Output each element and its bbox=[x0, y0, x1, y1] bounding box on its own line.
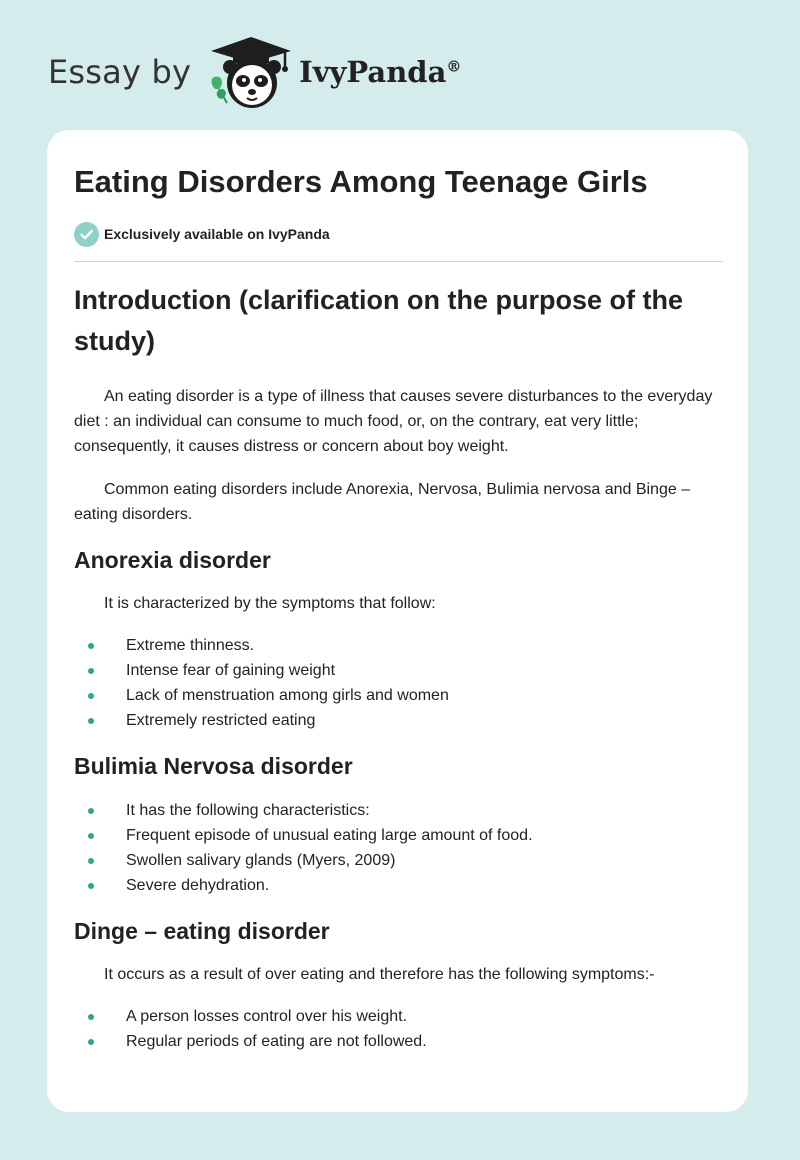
bullet-dot-icon bbox=[88, 668, 94, 674]
availability-badge-text: Exclusively available on IvyPanda bbox=[104, 226, 330, 242]
bullet-dot-icon bbox=[88, 808, 94, 814]
list-item bbox=[74, 708, 723, 733]
anorexia-symptom-list bbox=[74, 633, 723, 733]
list-item-text: Regular periods of eating are not followed. bbox=[126, 1033, 427, 1050]
bullet-dot-icon bbox=[88, 883, 94, 889]
registered-mark: ® bbox=[446, 57, 462, 76]
title-divider bbox=[74, 261, 723, 262]
binge-symptom-list bbox=[74, 1004, 723, 1054]
list-item bbox=[74, 658, 723, 683]
paragraph-binge-intro: It occurs as a result of over eating and therefore has the following symptoms:- bbox=[104, 966, 655, 983]
brand-prefix: Essay by bbox=[48, 53, 192, 91]
section-heading-bulimia: Bulimia Nervosa disorder bbox=[74, 753, 353, 779]
list-item-text: Lack of menstruation among girls and women bbox=[126, 687, 449, 704]
list-item-text: Intense fear of gaining weight bbox=[126, 662, 336, 679]
bullet-dot-icon bbox=[88, 693, 94, 699]
list-item-text: A person losses control over his weight. bbox=[126, 1008, 408, 1025]
bullet-dot-icon bbox=[88, 1039, 94, 1045]
list-item bbox=[74, 848, 723, 873]
bullet-dot-icon bbox=[88, 643, 94, 649]
section-heading-introduction: Introduction (clarification on the purpose of the study) bbox=[74, 285, 683, 356]
list-item-text: Extremely restricted eating bbox=[126, 712, 316, 729]
bullet-dot-icon bbox=[88, 858, 94, 864]
section-heading-binge: Dinge – eating disorder bbox=[74, 918, 330, 944]
bullet-dot-icon bbox=[88, 833, 94, 839]
list-item bbox=[74, 873, 723, 898]
list-item bbox=[74, 633, 723, 658]
check-circle-icon bbox=[74, 222, 99, 247]
list-item bbox=[74, 798, 723, 823]
bullet-dot-icon bbox=[88, 718, 94, 724]
brand-name: IvyPanda® bbox=[299, 55, 462, 89]
list-item-text: Extreme thinness. bbox=[126, 637, 255, 654]
list-item-text: Severe dehydration. bbox=[126, 877, 270, 894]
panda-graduate-logo-icon bbox=[205, 33, 297, 111]
bulimia-characteristics-list bbox=[74, 798, 723, 898]
list-item-text: Frequent episode of unusual eating large amount of food. bbox=[126, 827, 533, 844]
section-heading-anorexia: Anorexia disorder bbox=[74, 547, 271, 573]
paragraph-anorexia-intro: It is characterized by the symptoms that follow: bbox=[104, 595, 436, 612]
list-item bbox=[74, 1004, 723, 1029]
list-item bbox=[74, 683, 723, 708]
list-item-text: Swollen salivary glands (Myers, 2009) bbox=[126, 852, 396, 869]
bullet-dot-icon bbox=[88, 1014, 94, 1020]
paragraph-definition: An eating disorder is a type of illness that causes severe disturbances to the everyday diet : an individual can consume to much food, or, on the contrary, eat very little; consequently, it causes distress or concern about boy weight. bbox=[74, 388, 713, 455]
essay-body bbox=[74, 280, 723, 1054]
list-item bbox=[74, 1029, 723, 1054]
essay-title: Eating Disorders Among Teenage Girls bbox=[74, 164, 648, 199]
list-item-text: It has the following characteristics: bbox=[126, 802, 370, 819]
availability-badge bbox=[74, 221, 330, 247]
essay-card bbox=[47, 130, 748, 1112]
list-item bbox=[74, 823, 723, 848]
paragraph-common-disorders: Common eating disorders include Anorexia, Nervosa, Bulimia nervosa and Binge – eating disorders. bbox=[74, 481, 691, 523]
brand-header bbox=[48, 32, 461, 112]
